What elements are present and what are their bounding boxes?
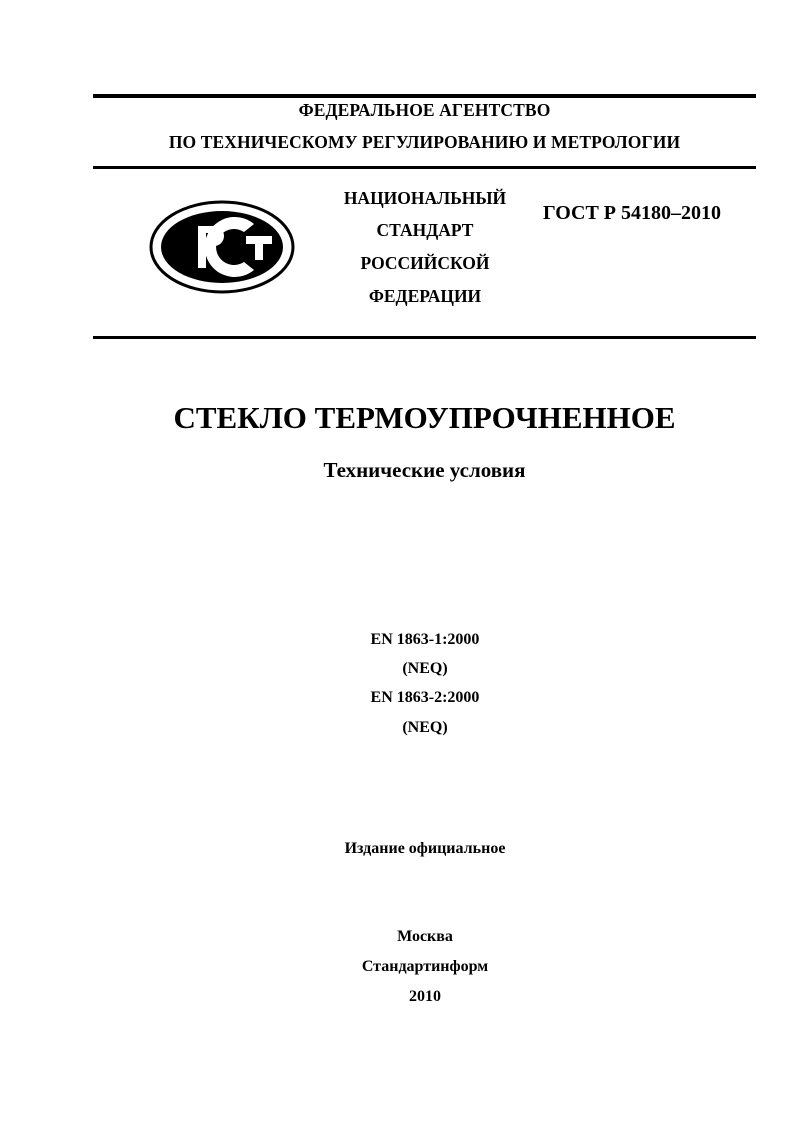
top-rule (93, 94, 756, 98)
agency-name-line-2: ПО ТЕХНИЧЕСКОМУ РЕГУЛИРОВАНИЮ И МЕТРОЛОГИИ (168, 132, 681, 152)
block-bottom-rule (93, 336, 756, 339)
header-divider-rule (93, 166, 756, 169)
reference-line-4: (NEQ) (402, 719, 448, 736)
reference-line-3: EN 1863-2:2000 (370, 689, 480, 706)
national-standard-line-3: РОССИЙСКОЙ (360, 253, 490, 273)
publication-year: 2010 (409, 988, 441, 1005)
national-standard-line-1: НАЦИОНАЛЬНЫЙ (343, 188, 507, 208)
publication-publisher: Стандартинформ (361, 958, 489, 975)
document-subtitle: Технические условия (323, 458, 526, 482)
gost-number: ГОСТ Р 54180–2010 (543, 202, 722, 224)
reference-line-1: EN 1863-1:2000 (370, 631, 480, 648)
reference-line-2: (NEQ) (402, 660, 448, 677)
gost-r-emblem-icon (148, 198, 296, 296)
document-title: СТЕКЛО ТЕРМОУПРОЧНЕННОЕ (173, 400, 676, 435)
national-standard-line-4: ФЕДЕРАЦИИ (368, 286, 482, 306)
national-standard-line-2: СТАНДАРТ (376, 220, 474, 240)
agency-name-line-1: ФЕДЕРАЛЬНОЕ АГЕНТСТВО (298, 100, 551, 120)
publication-city: Москва (397, 928, 453, 945)
edition-label: Издание официальное (344, 840, 506, 857)
